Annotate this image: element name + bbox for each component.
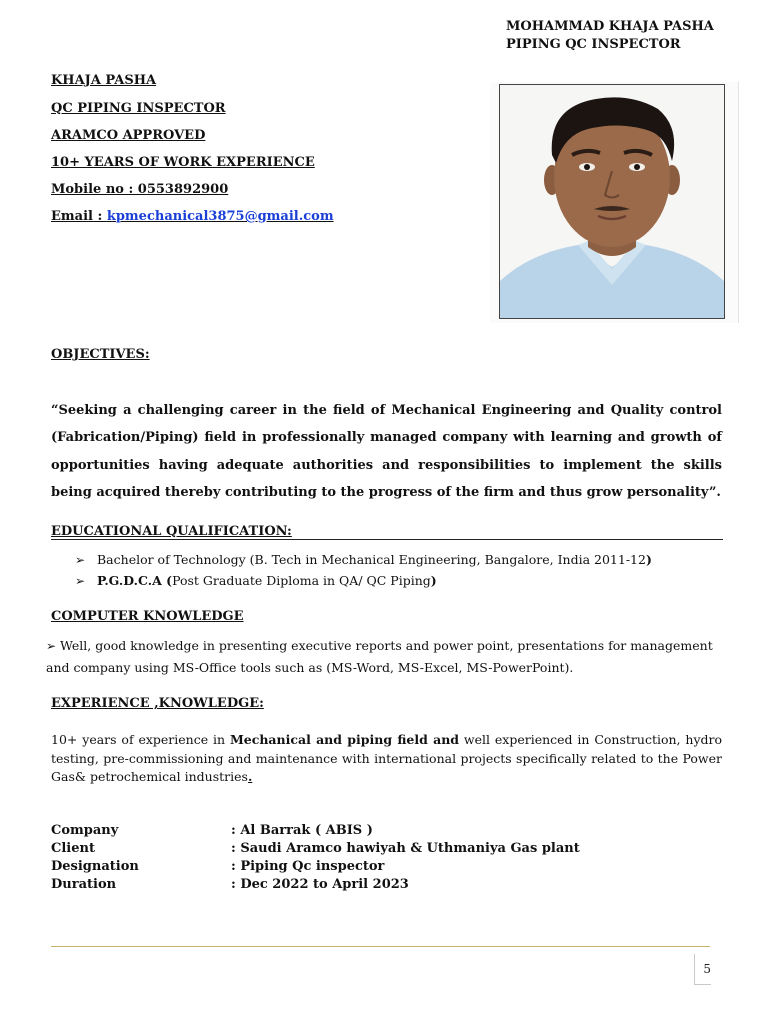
photo-frame bbox=[490, 82, 739, 323]
objectives-text: “Seeking a challenging career in the field of Mechanical Engineering and Quality control (Fabrication/Piping) field in professionally managed company with learning and growth of opportunities having adequate authorities and responsibilities to implement the skills being acquired thereby contributing to the progress of the firm and thus grow personality”. bbox=[51, 403, 722, 501]
arrow-bullet-icon: ➢ bbox=[46, 639, 57, 653]
experience-text: 10+ years of experience in Mechanical and piping field and well experienced in Construction, hydro testing, pre-commissioning and maintenance with international projects specifically related to the Power Gas& petrochemical industries. bbox=[51, 732, 723, 784]
computer-item: ➢ Well, good knowledge in presenting executive reports and power point, presentations for management and company using MS-Office tools such as (MS-Word, MS-Excel, MS-PowerPoint). bbox=[46, 638, 713, 675]
portrait-illustration bbox=[500, 85, 724, 318]
education-heading: EDUCATIONAL QUALIFICATION: bbox=[51, 524, 292, 539]
company-value: : Al Barrak ( ABIS ) bbox=[231, 823, 373, 838]
education-item: ➢ P.G.D.C.A (Post Graduate Diploma in QA/ QC Piping) bbox=[75, 571, 437, 591]
computer-heading: COMPUTER KNOWLEDGE bbox=[51, 609, 244, 624]
header-title: PIPING QC INSPECTOR bbox=[506, 37, 681, 52]
email-label: Email : bbox=[51, 209, 107, 224]
company-label: Company bbox=[51, 823, 119, 838]
education-rule bbox=[51, 539, 723, 540]
client-label: Client bbox=[51, 841, 95, 856]
info-email-line bbox=[51, 208, 334, 226]
designation-label: Designation bbox=[51, 859, 139, 874]
experience-heading: EXPERIENCE ,KNOWLEDGE: bbox=[51, 696, 264, 711]
client-value: : Saudi Aramco hawiyah & Uthmaniya Gas plant bbox=[231, 841, 580, 856]
page-number: 5 bbox=[694, 954, 711, 985]
arrow-bullet-icon: ➢ bbox=[75, 574, 86, 588]
info-approval: ARAMCO APPROVED bbox=[51, 128, 206, 143]
info-experience: 10+ YEARS OF WORK EXPERIENCE bbox=[51, 155, 315, 170]
header-name: MOHAMMAD KHAJA PASHA bbox=[506, 19, 714, 34]
email-link[interactable]: kpmechanical3875@gmail.com bbox=[106, 209, 334, 224]
info-role: QC PIPING INSPECTOR bbox=[51, 101, 226, 116]
designation-value: : Piping Qc inspector bbox=[231, 859, 385, 874]
arrow-bullet-icon: ➢ bbox=[75, 553, 86, 567]
info-name: KHAJA PASHA bbox=[51, 73, 157, 88]
duration-value: : Dec 2022 to April 2023 bbox=[231, 877, 409, 892]
profile-photo bbox=[499, 84, 725, 319]
footer-rule bbox=[51, 946, 710, 947]
duration-label: Duration bbox=[51, 877, 117, 892]
education-item: ➢ Bachelor of Technology (B. Tech in Mechanical Engineering, Bangalore, India 2011-12) bbox=[75, 550, 652, 570]
objectives-heading: OBJECTIVES: bbox=[51, 347, 150, 362]
info-mobile: Mobile no : 0553892900 bbox=[51, 182, 229, 197]
